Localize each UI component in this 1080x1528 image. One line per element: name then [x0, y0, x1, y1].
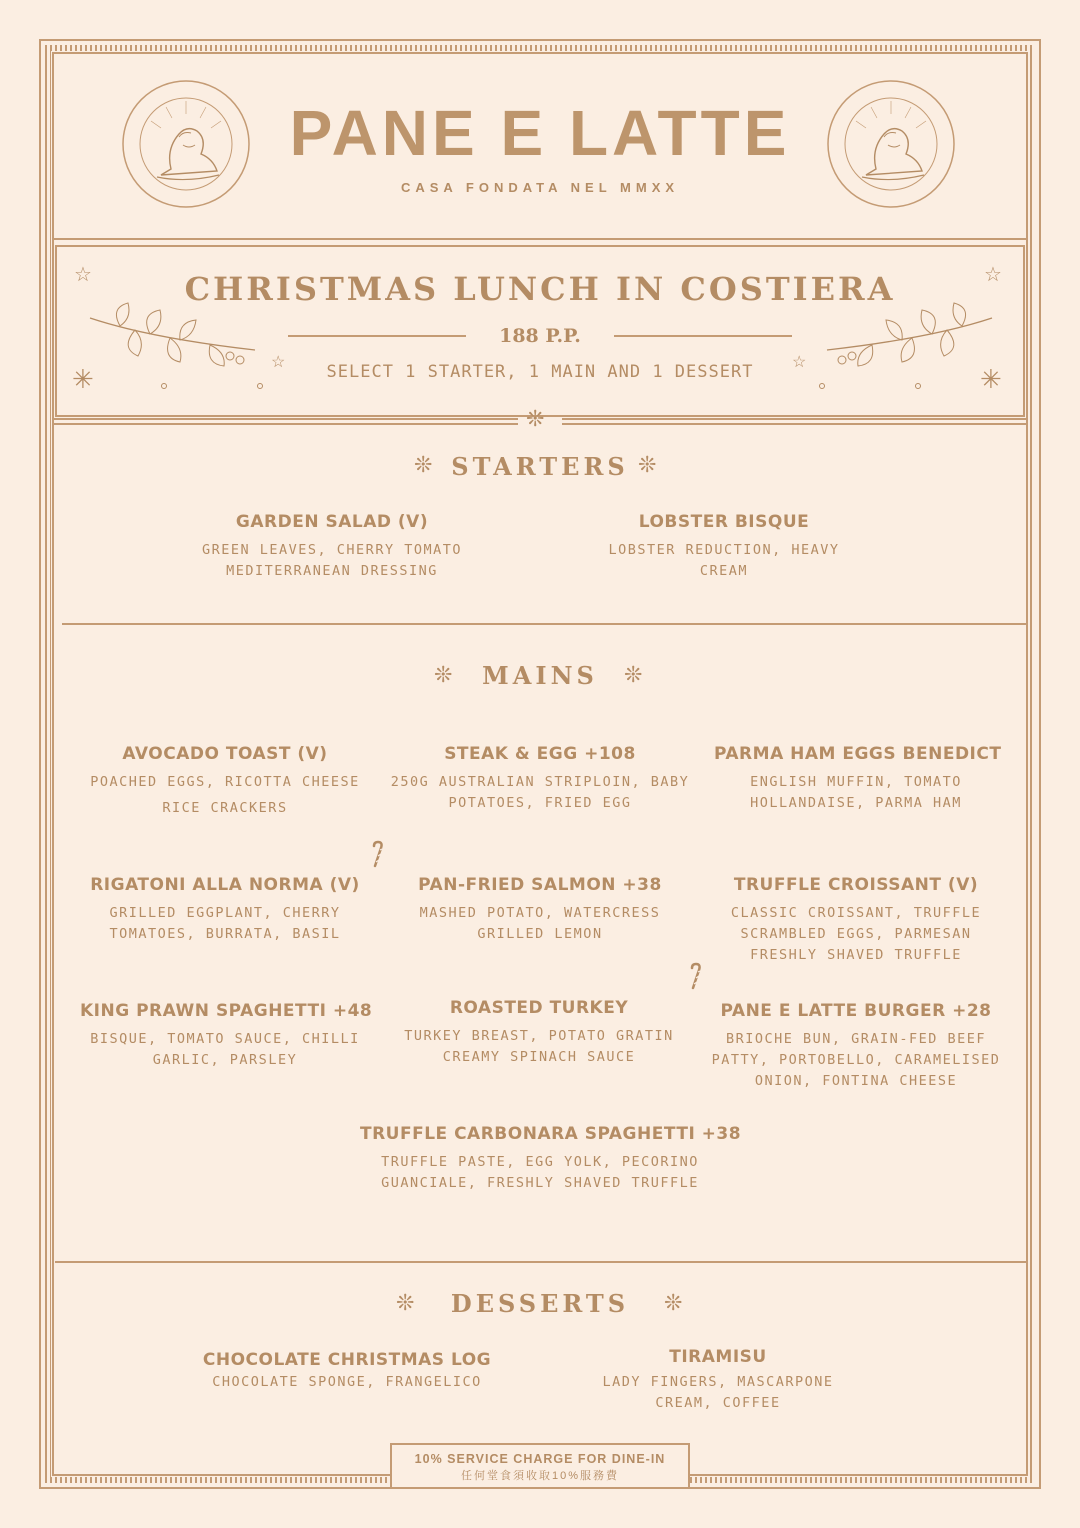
dish-description-line: TRUFFLE PASTE, EGG YOLK, PECORINO: [381, 1154, 699, 1170]
mains-heading: MAINS: [482, 661, 598, 690]
dish-description: [192, 1372, 502, 1393]
dish-description-line: GRILLED LEMON: [477, 926, 603, 942]
mistletoe-branch-icon: [80, 298, 270, 390]
star-icon: ☆: [984, 264, 1002, 286]
dish-item: [172, 512, 492, 582]
dish-description: [386, 772, 694, 814]
dish-description: [80, 1029, 370, 1071]
dish-description-line: RICE CRACKERS: [162, 800, 288, 816]
dish-description-line: GRILLED EGGPLANT, CHERRY: [109, 905, 341, 921]
service-charge-box: [390, 1443, 690, 1489]
promo-price: 188 P.P.: [499, 325, 581, 347]
dish-description: [584, 540, 864, 582]
dish-name: LOBSTER BISQUE: [638, 512, 810, 532]
dish-description: [360, 1152, 720, 1194]
dish-name: AVOCADO TOAST (V): [122, 744, 328, 764]
dish-description-line: TURKEY BREAST, POTATO GRATIN: [404, 1028, 674, 1044]
starters-heading: STARTERS: [451, 452, 629, 481]
dish-description: [588, 1372, 848, 1414]
dish-item: [584, 512, 864, 582]
dish-description-line: GARLIC, PARSLEY: [152, 1052, 298, 1068]
double-rule-left-bottom: [52, 423, 518, 425]
dish-description-line: BISQUE, TOMATO SAUCE, CHILLI: [90, 1031, 360, 1047]
dish-name: ROASTED TURKEY: [449, 998, 629, 1018]
dish-description: [714, 903, 998, 966]
dish-item: [714, 744, 1002, 814]
double-rule-right-top: [562, 418, 1028, 420]
snowflake-icon: ❊: [664, 1290, 683, 1315]
dish-description-line: MASHED POTATO, WATERCRESS: [419, 905, 661, 921]
dish-description-line: MEDITERRANEAN DRESSING: [226, 563, 438, 579]
brand-subtitle: CASA FONDATA NEL MMXX: [400, 180, 680, 195]
dish-item: [360, 1124, 742, 1194]
dish-name: KING PRAWN SPAGHETTI +48: [80, 1001, 373, 1021]
dish-item: [80, 875, 370, 945]
snowflake-icon: ❊: [526, 406, 545, 431]
dish-description: [172, 540, 492, 582]
dish-item: [392, 998, 686, 1068]
double-rule-left-top: [52, 418, 518, 420]
dish-name: TIRAMISU: [669, 1347, 767, 1367]
promo-instruction: SELECT 1 STARTER, 1 MAIN AND 1 DESSERT: [326, 362, 754, 382]
dish-item: [80, 744, 370, 821]
dish-description-line: CREAM: [699, 563, 749, 579]
dish-name: STEAK & EGG +108: [444, 744, 636, 764]
dish-description: [392, 1026, 686, 1068]
dish-description-line: FRESHLY SHAVED TRUFFLE: [750, 947, 962, 963]
dish-name: RIGATONI ALLA NORMA (V): [90, 875, 360, 895]
dish-description-line: LOBSTER REDUCTION, HEAVY: [608, 542, 840, 558]
dish-description: [714, 772, 998, 814]
dish-name: PAN-FRIED SALMON +38: [418, 875, 662, 895]
dish-name: TRUFFLE CARBONARA SPAGHETTI +38: [360, 1124, 742, 1144]
dish-name: PARMA HAM EGGS BENEDICT: [714, 744, 1002, 764]
dish-description-line: POTATOES, FRIED EGG: [448, 795, 632, 811]
section-divider: [62, 623, 1028, 625]
candy-cane-icon: [688, 962, 706, 990]
promo-title: CHRISTMAS LUNCH IN COSTIERA: [184, 270, 896, 308]
dish-item: [80, 1001, 373, 1071]
dish-description-line: GREEN LEAVES, CHERRY TOMATO: [202, 542, 462, 558]
dish-description-line: CHOCOLATE SPONGE, FRANGELICO: [212, 1374, 482, 1390]
service-charge-en: 10% SERVICE CHARGE FOR DINE-IN: [414, 1452, 666, 1466]
dish-name: PANE E LATTE BURGER +28: [720, 1001, 992, 1021]
dish-description-line: ONION, FONTINA CHEESE: [754, 1073, 958, 1089]
dish-description-line: CREAM, COFFEE: [655, 1395, 781, 1411]
snowflake-icon: ❊: [624, 662, 643, 687]
sparkle-icon: ✳: [980, 364, 1002, 394]
dish-description: [80, 769, 370, 821]
dish-name: CHOCOLATE CHRISTMAS LOG: [202, 1350, 492, 1370]
service-charge-zh: 任何堂食須收取10%服務費: [460, 1470, 619, 1482]
sparkle-icon: ✳: [72, 364, 94, 394]
candy-cane-icon: [370, 840, 388, 868]
dish-description-line: LADY FINGERS, MASCARPONE: [602, 1374, 834, 1390]
dish-name: TRUFFLE CROISSANT (V): [733, 875, 979, 895]
star-icon: ☆: [74, 264, 92, 286]
snowflake-icon: ❊: [434, 662, 453, 687]
dish-description-line: ENGLISH MUFFIN, TOMATO: [750, 774, 962, 790]
dish-item: [396, 875, 684, 945]
double-rule-right-bottom: [562, 423, 1028, 425]
snowflake-icon: ❊: [396, 1290, 415, 1315]
dish-description: [80, 903, 370, 945]
desserts-heading: DESSERTS: [450, 1289, 630, 1318]
dish-description: [396, 903, 684, 945]
dish-description-line: BRIOCHE BUN, GRAIN-FED BEEF: [726, 1031, 986, 1047]
dish-description-line: 250G AUSTRALIAN STRIPLOIN, BABY: [390, 774, 690, 790]
dish-item: [714, 875, 998, 966]
mistletoe-branch-icon: [812, 298, 1002, 390]
star-icon: ☆: [792, 354, 807, 371]
header-divider: [52, 238, 1028, 240]
snowflake-icon: ❊: [414, 452, 433, 477]
dish-description-line: CLASSIC CROISSANT, TRUFFLE: [730, 905, 982, 921]
dish-item: [386, 744, 694, 814]
dish-name: GARDEN SALAD (V): [235, 512, 429, 532]
dish-description-line: POACHED EGGS, RICOTTA CHEESE: [90, 774, 360, 790]
section-divider: [55, 1261, 1028, 1263]
dish-item: [706, 1001, 1006, 1092]
snowflake-icon: ❊: [638, 452, 657, 477]
star-icon: ☆: [271, 354, 286, 371]
dish-item: [192, 1350, 502, 1393]
dish-item: [588, 1347, 848, 1414]
dish-description-line: CREAMY SPINACH SAUCE: [442, 1049, 636, 1065]
dish-description-line: TOMATOES, BURRATA, BASIL: [109, 926, 341, 942]
dish-description-line: HOLLANDAISE, PARMA HAM: [750, 795, 962, 811]
dish-description-line: SCRAMBLED EGGS, PARMESAN: [740, 926, 972, 942]
dish-description-line: PATTY, PORTOBELLO, CARAMELISED: [711, 1052, 1001, 1068]
price-rule-right: [614, 335, 792, 337]
brand-title: PANE E LATTE: [289, 97, 791, 169]
dish-description: [706, 1029, 1006, 1092]
dish-description-line: GUANCIALE, FRESHLY SHAVED TRUFFLE: [381, 1175, 699, 1191]
